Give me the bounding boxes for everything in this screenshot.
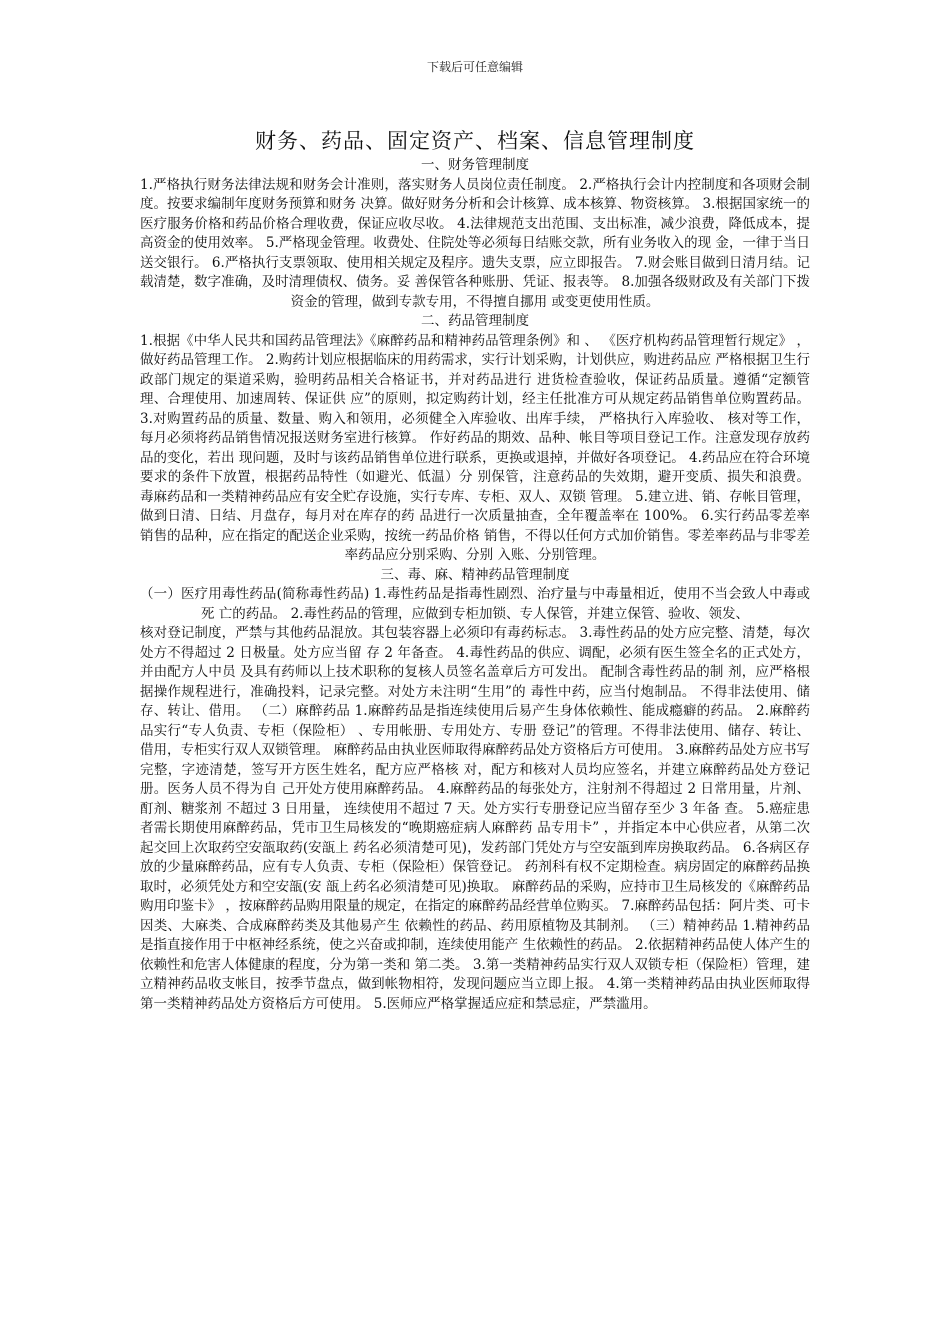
section-body-drugs: 1.根据《中华人民共和国药品管理法》《麻醉药品和精神药品管理条例》和 、 《医疗机构药品管理暂行规定》 ，做好药品管理工作。 2.购药计划应根据临床的用药需求，实行计划采购，计划供应，购进药品应 严格根据卫生行政部门规定的渠道采购，验明药品相关合格证书，并对药品进行 进货检查验收，保证药品质量。遵循“定额管理、合理使用、加速周转、保证供 应”的原则，拟定购药计划，经主任批准方可从规定药品销售单位购置药品。 3.对购置药品的质量、数量、购入和领用，必须健全入库验收、出库手续， 严格执行入库验收、 核对等工作， 每月必须将药品销售情况报送财务室进行核算。 作好药品的期效、品种、帐目等项目登记工作。注意发现存放药品的变化，若出 现问题，及时与该药品销售单位进行联系，更换或退掉，并做好各项登记。 4.药品应在符合环境要求的条件下放置，根据药品特性（如避光、低温）分 别保管，注意药品的失效期，避开变质、损失和浪费。 毒麻药品和一类精神药品应有安全贮存设施，实行专库、专柜、双人、双锁 管理。 5.建立进、销、存帐目管理，做到日清、日结、月盘存，每月对在库存的药 品进行一次质量抽查，全年覆盖率在 100%。 6.实行药品零差率销售的品种，应在指定的配送企业采购，按统一药品价格 销售，不得以任何方式加价销售。零差率药品与非零差率药品应分别采购、分别 入账、分别管理。	[140, 332, 810, 563]
section-heading-drugs: 二、药品管理制度	[421, 313, 529, 329]
section-body-controlled-part2: 核对登记制度，严禁与其他药品混放。其包装容器上必须印有毒药标志。 3.毒性药品的处方应完整、清楚，每次处方不得超过 2 日极量。处方应当留 存 2 年备查。 4.毒性药品的供应、调配，必须有医生签全名的正式处方，并由配方人中员 及具有药师以上技术职称的复核人员签名盖章后方可发出。 配制含毒性药品的制 剂，应严格根据操作规程进行，准确投料，记录完整。对处方未注明“生用”的 毒性中药，应当付炮制品。 不得非法使用、储存、转让、借用。 （二）麻醉药品 1.麻醉药品是指连续使用后易产生身体依赖性、能成瘾癖的药品。 2.麻醉药品实行“专人负责、专柜（保险柜） 、专用帐册、专用处方、专册 登记”的管理。不得非法使用、储存、转让、借用，专柜实行双人双锁管理。 麻醉药品由执业医师取得麻醉药品处方资格后方可使用。 3.麻醉药品处方应书写完整，字迹清楚，签写开方医生姓名，配方应严格核 对，配方和核对人员均应签名，并建立麻醉药品处方登记册。医务人员不得为自 己开处方使用麻醉药品。 4.麻醉药品的每张处方，注射剂不得超过 2 日常用量，片剂、酊剂、糖浆剂 不超过 3 日用量， 连续使用不超过 7 天。处方实行专册登记应当留存至少 3 年备 查。 5.癌症患者需长期使用麻醉药品，凭市卫生局核发的“晚期癌症病人麻醉药 品专用卡” ，并指定本中心供应者，从第二次起交回上次取药空安瓿取药(安瓿上 药名必须清楚可见)，发药部门凭处方与空安瓿到库房换取药品。 6.各病区存放的少量麻醉药品，应有专人负责、专柜（保险柜）保管登记。 药剂科有权不定期检查。病房固定的麻醉药品换取时，必须凭处方和空安瓿(安 瓿上药名必须清楚可见)换取。 麻醉药品的采购，应持市卫生局核发的《麻醉药品购用印鉴卡》 ，按麻醉药品购用限量的规定，在指定的麻醉药品经营单位购买。 7.麻醉药品包括：阿片类、可卡因类、大麻类、合成麻醉药类及其他易产生 依赖性的药品、药用原植物及其制剂。 （三）精神药品 1.精神药品是指直接作用于中枢神经系统，使之兴奋或抑制，连续使用能产 生依赖性的药品。 2.依据精神药品使人体产生的依赖性和危害人体健康的程度，分为第一类和 第二类。 3.第一类精神药品实行双人双锁专柜（保险柜）管理，建立精神药品收支帐目，按季节盘点，做到帐物相符，发现问题应当立即上报。 4.第一类精神药品由执业医师取得第一类精神药品处方资格后方可使用。 5.医师应严格掌握适应症和禁忌症，严禁滥用。	[140, 625, 810, 1012]
document-body	[140, 126, 810, 1014]
section-heading-controlled-drugs: 三、毒、麻、精神药品管理制度	[380, 566, 570, 583]
document-title: 财务、药品、固定资产、档案、信息管理制度	[255, 129, 695, 153]
section-body-controlled-part1: （一）医疗用毒性药品(简称毒性药品) 1.毒性药品是指毒性剧烈、治疗量与中毒量相近，使用不当会致人中毒或死 亡的药品。 2.毒性药品的管理，应做到专柜加锁、专人保管，并建立保管、验收、领发、	[140, 586, 810, 622]
section-body-finance: 1.严格执行财务法律法规和财务会计准则，落实财务人员岗位责任制度。 2.严格执行会计内控制度和各项财会制度。按要求编制年度财务预算和财务 决算。做好财务分析和会计核算、成本核算、物资核算。 3.根据国家统一的医疗服务价格和药品价格合理收费，保证应收尽收。 4.法律规范支出范围、支出标准，减少浪费，降低成本，提高资金的使用效率。 5.严格现金管理。收费处、住院处等必须每日结账交款，所有业务收入的现 金，一律于当日送交银行。 6.严格执行支票领取、使用相关规定及程序。遗失支票，应立即报告。 7.财会账目做到日清月结。记载清楚，数字准确，及时清理债权、债务。妥 善保管各种账册、凭证、报表等。 8.加强各级财政及有关部门下拨资金的管理，做到专款专用，不得擅自挪用 或变更使用性质。	[140, 176, 810, 310]
section-heading-finance: 一、财务管理制度	[421, 157, 529, 173]
page-header: 下载后可任意编辑	[426, 60, 523, 74]
